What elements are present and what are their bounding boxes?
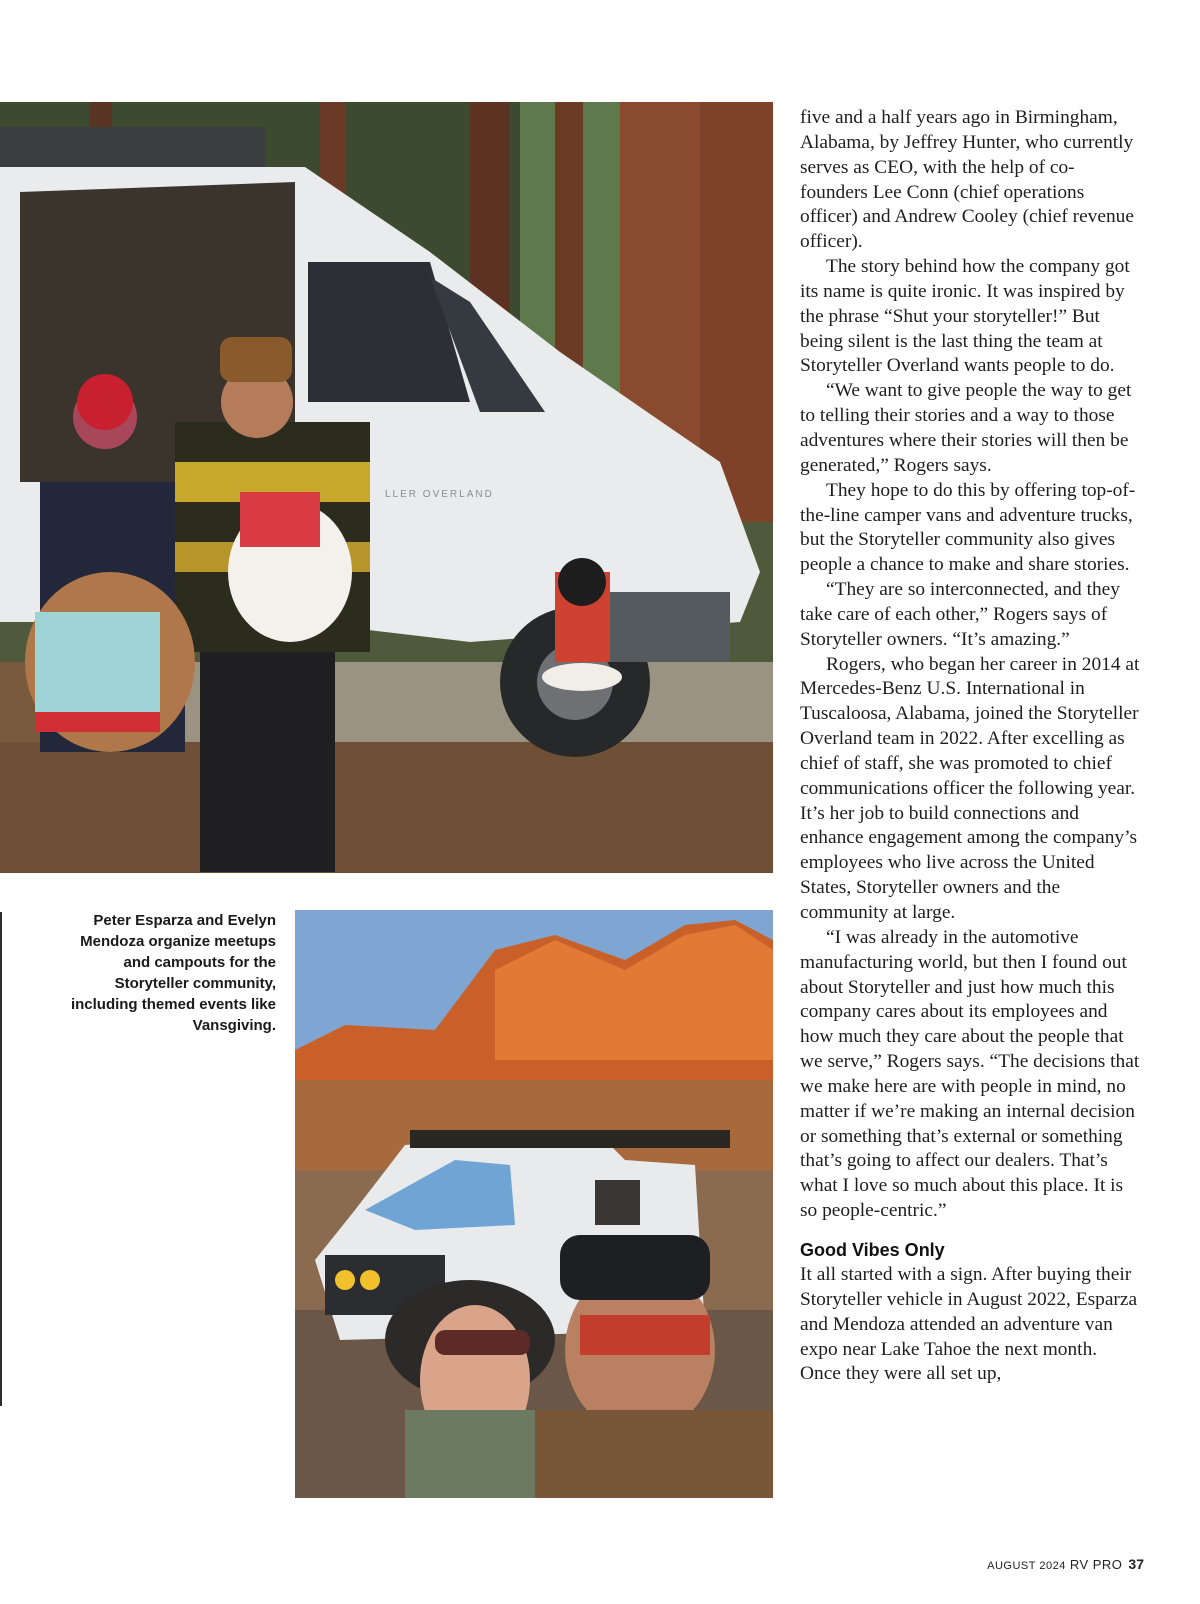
page-folio — [987, 1556, 1144, 1572]
article-paragraph: five and a half years ago in Birmingham, Alabama, by Jeffrey Hunter, who currently serves as CEO, with the help of co-founders Lee Conn (chief operations officer) and Andrew Cooley (chief revenue officer). — [800, 107, 1134, 253]
article-body-column — [800, 106, 1140, 1387]
article-paragraph: “They are so interconnected, and they take care of each other,” Rogers says of Storyteller owners. “It’s amazing.” — [800, 579, 1120, 650]
section-subhead: Good Vibes Only — [800, 1239, 945, 1260]
folio-date: AUGUST 2024 — [987, 1560, 1066, 1572]
article-paragraph: They hope to do this by offering top-of-the-line camper vans and adventure trucks, but the Storyteller community also gives people a chance to make and share stories. — [800, 479, 1136, 576]
photo-caption: Peter Esparza and Evelyn Mendoza organize meetups and campouts for the Storyteller community, including themed events like Vansgiving. — [70, 912, 276, 1034]
folio-magazine: RV PRO — [1069, 1557, 1123, 1572]
article-paragraph: The story behind how the company got its name is quite ironic. It was inspired by the phrase “Shut your storyteller!” But being silent is the last thing the team at Storyteller Overland wants people to do. — [800, 256, 1130, 377]
article-paragraph: “We want to give people the way to get to telling their stories and a way to those adventures where their stories will then be generated,” Rogers says. — [800, 380, 1132, 476]
article-paragraph: It all started with a sign. After buying their Storyteller vehicle in August 2022, Esparza and Mendoza attended an adventure van expo near Lake Tahoe the next month. Once they were all set up, — [800, 1263, 1138, 1385]
article-paragraph: “I was already in the automotive manufacturing world, but then I found out about Storyteller and just how much this company cares about its employees and how much they care about the people that we serve,” Rogers says. “The decisions that we make here are with people in mind, no matter if we’re making an internal decision or something that’s external or something that’s going to affect our dealers. That’s what I love so much about this place. It is so people-centric.” — [800, 926, 1140, 1222]
photo-van-desert-selfie — [295, 910, 773, 1498]
left-edge-rule — [0, 912, 2, 1406]
van-decal-text: LLER OVERLAND — [385, 489, 494, 500]
photo-van-forest — [0, 102, 773, 873]
page-number: 37 — [1128, 1556, 1144, 1572]
article-paragraph: Rogers, who began her career in 2014 at Mercedes-Benz U.S. International in Tuscaloosa, Alabama, joined the Storyteller Overland team in 2022. After excelling as chief of staff, she was promoted to chief communications officer the following year. It’s her job to build connections and enhance engagement among the company’s employees who live across the United States, Storyteller owners and the community at large. — [800, 653, 1140, 923]
